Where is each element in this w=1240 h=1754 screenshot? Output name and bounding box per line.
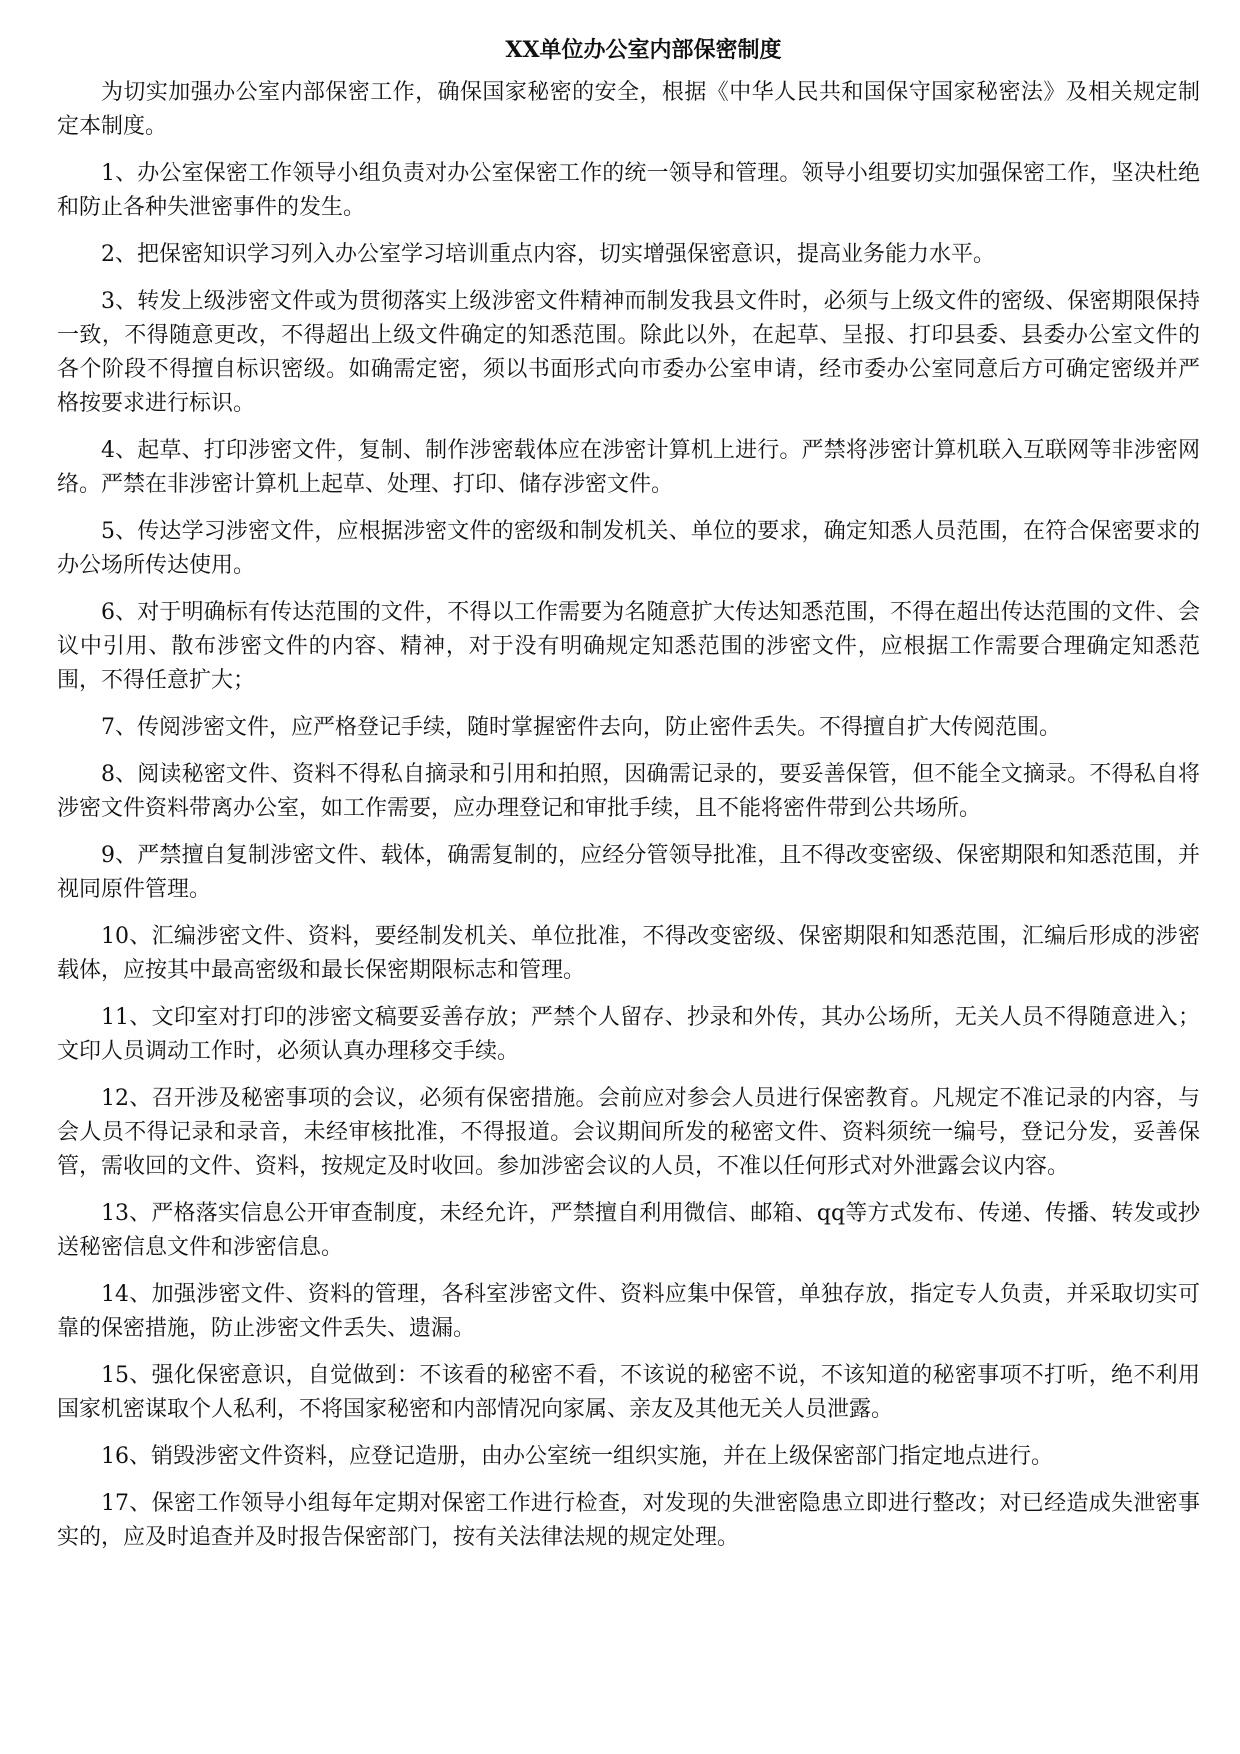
- paragraph-7: 7、传阅涉密文件，应严格登记手续，随时掌握密件去向，防止密件丢失。不得擅自扩大传阅范围。: [101, 715, 1062, 740]
- paragraph-5: 5、传达学习涉密文件，应根据涉密文件的密级和制发机关、单位的要求，确定知悉人员范围，在符合保密要求的办公场所传达使用。: [57, 519, 1200, 578]
- paragraph-6: 6、对于明确标有传达范围的文件，不得以工作需要为名随意扩大传达知悉范围，不得在超出传达范围的文件、会议中引用、散布涉密文件的内容、精神，对于没有明确规定知悉范围的涉密文件，应根据工作需要合理确定知悉范围，不得任意扩大；: [57, 600, 1200, 693]
- document-title: XX单位办公室内部保密制度: [505, 37, 782, 63]
- paragraph-12: 12、召开涉及秘密事项的会议，必须有保密措施。会前应对参会人员进行保密教育。凡规定不准记录的内容，与会人员不得记录和录音，未经审核批准，不得报道。会议期间所发的秘密文件、资料须统一编号，登记分发，妥善保管，需收回的文件、资料，按规定及时收回。参加涉密会议的人员，不准以任何形式对外泄露会议内容。: [57, 1086, 1200, 1179]
- paragraph-intro: 为切实加强办公室内部保密工作，确保国家秘密的安全，根据《中华人民共和国保守国家秘密法》及相关规定制定本制度。: [57, 80, 1200, 139]
- paragraph-11: 11、文印室对打印的涉密文稿要妥善存放；严禁个人留存、抄录和外传，其办公场所，无关人员不得随意进入；文印人员调动工作时，必须认真办理移交手续。: [57, 1005, 1200, 1064]
- paragraph-2: 2、把保密知识学习列入办公室学习培训重点内容，切实增强保密意识，提高业务能力水平。: [101, 242, 996, 267]
- paragraph-10: 10、汇编涉密文件、资料，要经制发机关、单位批准，不得改变密级、保密期限和知悉范围，汇编后形成的涉密载体，应按其中最高密级和最长保密期限标志和管理。: [57, 924, 1200, 983]
- paragraph-8: 8、阅读秘密文件、资料不得私自摘录和引用和拍照，因确需记录的，要妥善保管，但不能全文摘录。不得私自将涉密文件资料带离办公室，如工作需要，应办理登记和审批手续，且不能将密件带到公共场所。: [57, 762, 1200, 821]
- paragraph-16: 16、销毁涉密文件资料，应登记造册，由办公室统一组织实施，并在上级保密部门指定地点进行。: [101, 1444, 1053, 1469]
- paragraph-4: 4、起草、打印涉密文件，复制、制作涉密载体应在涉密计算机上进行。严禁将涉密计算机联入互联网等非涉密网络。严禁在非涉密计算机上起草、处理、打印、储存涉密文件。: [57, 438, 1200, 497]
- paragraph-15: 15、强化保密意识，自觉做到：不该看的秘密不看，不该说的秘密不说，不该知道的秘密事项不打听，绝不利用国家机密谋取个人私利，不将国家秘密和内部情况向家属、亲友及其他无关人员泄露。: [57, 1363, 1200, 1422]
- paragraph-14: 14、加强涉密文件、资料的管理，各科室涉密文件、资料应集中保管，单独存放，指定专人负责，并采取切实可靠的保密措施，防止涉密文件丢失、遗漏。: [57, 1282, 1200, 1341]
- paragraph-9: 9、严禁擅自复制涉密文件、载体，确需复制的，应经分管领导批准，且不得改变密级、保密期限和知悉范围，并视同原件管理。: [57, 843, 1200, 902]
- paragraph-17: 17、保密工作领导小组每年定期对保密工作进行检查，对发现的失泄密隐患立即进行整改；对已经造成失泄密事实的，应及时追查并及时报告保密部门，按有关法律法规的规定处理。: [57, 1491, 1200, 1550]
- paragraph-3: 3、转发上级涉密文件或为贯彻落实上级涉密文件精神而制发我县文件时，必须与上级文件的密级、保密期限保持一致，不得随意更改，不得超出上级文件确定的知悉范围。除此以外，在起草、呈报、打印县委、县委办公室文件的各个阶段不得擅自标识密级。如确需定密，须以书面形式向市委办公室申请，经市委办公室同意后方可确定密级并严格按要求进行标识。: [57, 289, 1200, 416]
- paragraph-13: 13、严格落实信息公开审查制度，未经允许，严禁擅自利用微信、邮箱、qq等方式发布、传递、传播、转发或抄送秘密信息文件和涉密信息。: [57, 1201, 1200, 1260]
- paragraph-1: 1、办公室保密工作领导小组负责对办公室保密工作的统一领导和管理。领导小组要切实加强保密工作，坚决杜绝和防止各种失泄密事件的发生。: [57, 161, 1200, 220]
